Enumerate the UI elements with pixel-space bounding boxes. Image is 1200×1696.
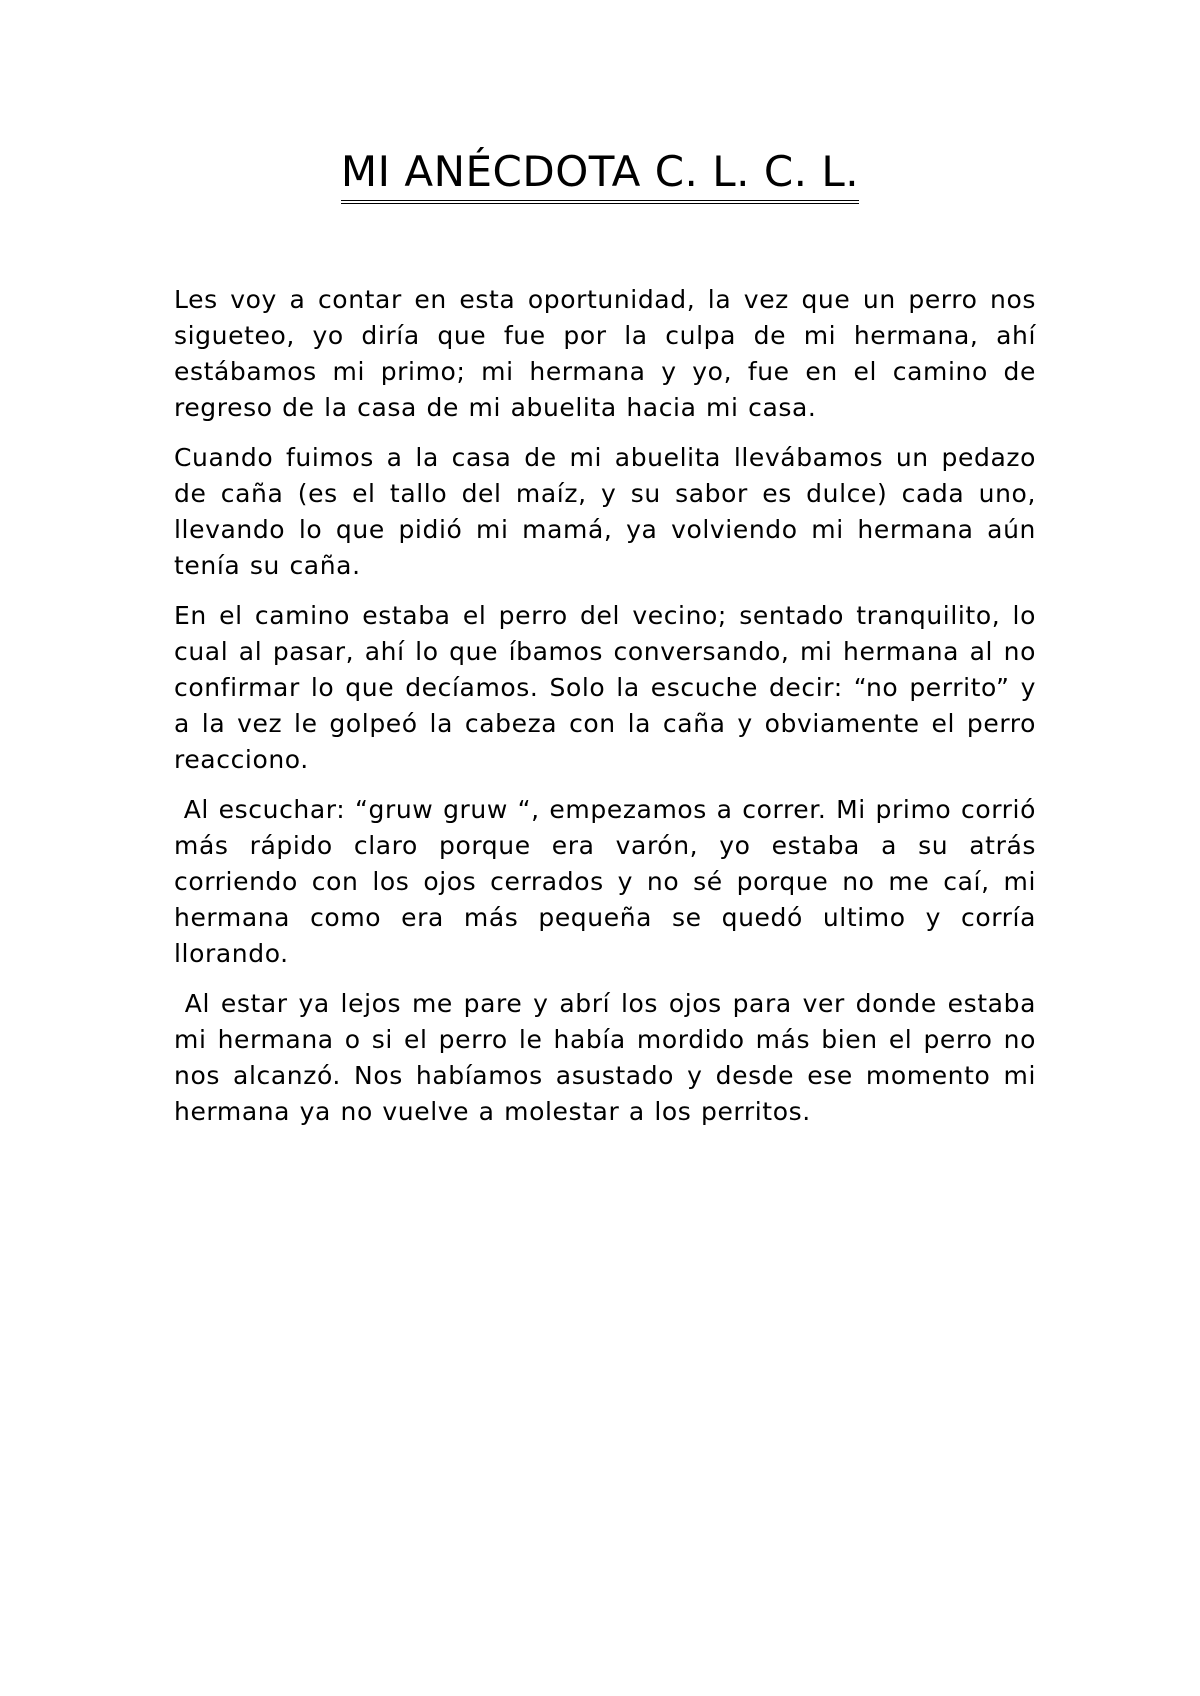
document-title: MI ANÉCDOTA C. L. C. L. [341,148,859,204]
title-container [0,148,1200,204]
document-body [174,282,1046,1144]
paragraph-3: En el camino estaba el perro del vecino; sentado tranquilito, lo cual al pasar, ahí lo que íbamos conversando, mi hermana al no confirmar lo que decíamos. Solo la escuche decir: “no perrito” y a la vez le golpeó la cabeza con la caña y obviamente el perro reacciono. [174,601,1036,774]
paragraph-5: Al estar ya lejos me pare y abrí los ojos para ver donde estaba mi hermana o si el perro le había mordido más bien el perro no nos alcanzó. Nos habíamos asustado y desde ese momento mi hermana ya no vuelve a molestar a los perritos. [174,989,1046,1126]
paragraph-2: Cuando fuimos a la casa de mi abuelita llevábamos un pedazo de caña (es el tallo del maíz, y su sabor es dulce) cada uno, llevando lo que pidió mi mamá, ya volviendo mi hermana aún tenía su caña. [174,443,1036,580]
paragraph-4: Al escuchar: “gruw gruw “, empezamos a correr. Mi primo corrió más rápido claro porque era varón, yo estaba a su atrás corriendo con los ojos cerrados y no sé porque no me caí, mi hermana como era más pequeña se quedó ultimo y corría llorando. [174,795,1046,968]
paragraph-1: Les voy a contar en esta oportunidad, la vez que un perro nos sigueteo, yo diría que fue por la culpa de mi hermana, ahí estábamos mi primo; mi hermana y yo, fue en el camino de regreso de la casa de mi abuelita hacia mi casa. [174,285,1036,422]
